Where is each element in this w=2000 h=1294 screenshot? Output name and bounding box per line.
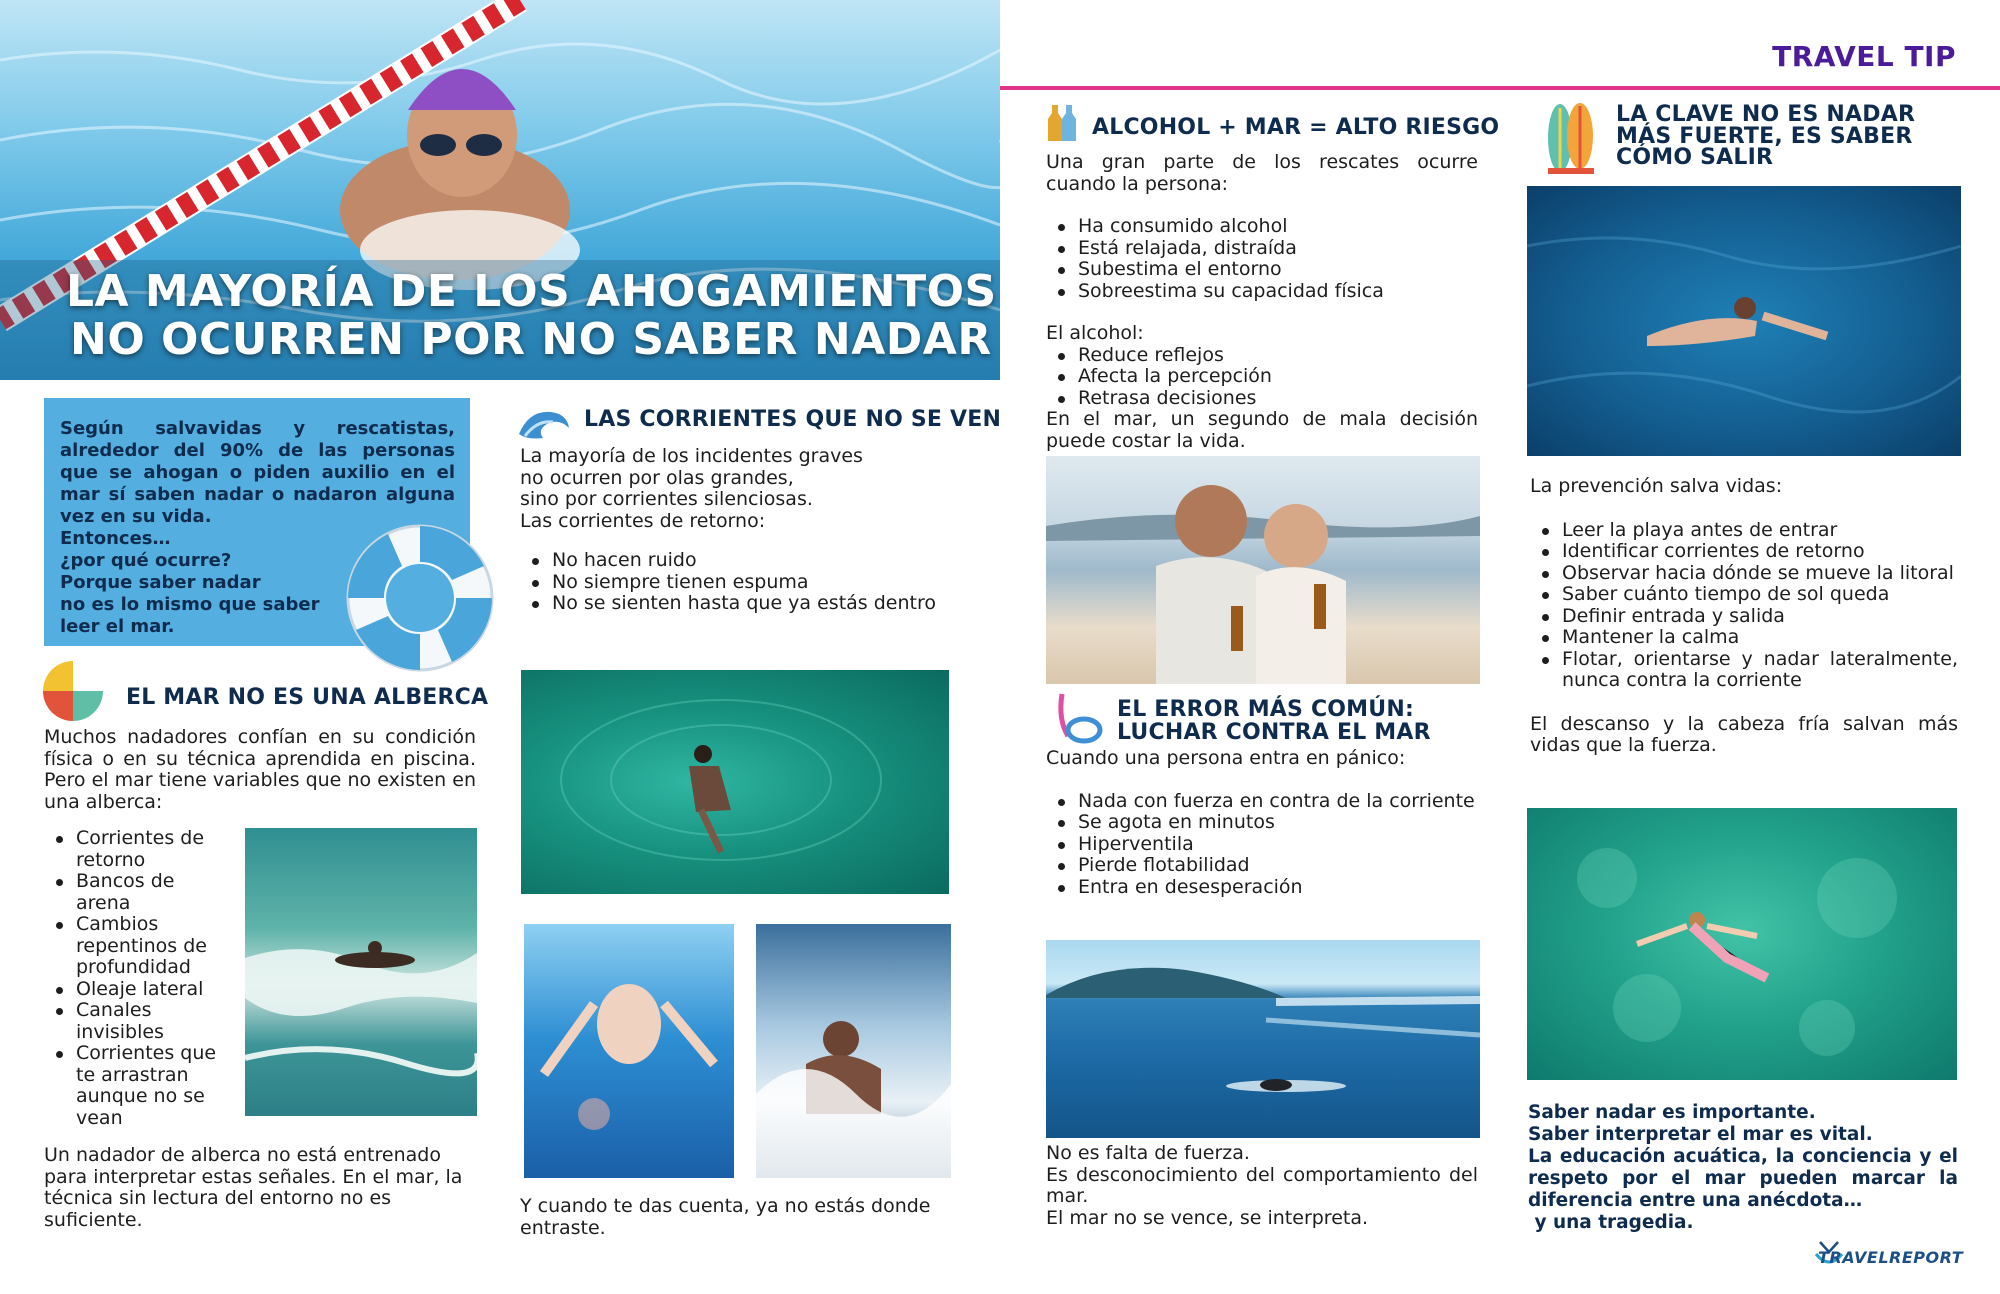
intro-line: Entonces… <box>60 528 171 549</box>
paragraph-line: La mayoría de los incidentes graves <box>520 445 863 467</box>
list-item: Corrientes que te arrastran aunque no se vean <box>44 1043 234 1129</box>
underwater-diver-photo <box>524 924 734 1178</box>
section-clave-title-line3: CÓMO SALIR <box>1616 145 1774 170</box>
conclusion-line: Saber interpretar el mar es vital. <box>1528 1124 1873 1145</box>
open-sea-swimmer-photo <box>1046 940 1480 1138</box>
list-item: Subestima el entorno <box>1046 259 1478 281</box>
logo-text: TRAVELREPORT <box>1818 1248 1964 1267</box>
list-item: Sobreestima su capacidad física <box>1046 281 1478 303</box>
wave-splash-photo <box>756 924 951 1178</box>
section-error-title-line1: EL ERROR MÁS COMÚN: <box>1117 697 1414 722</box>
surfboards-icon <box>1538 100 1604 176</box>
hero-title-line1: LA MAYORÍA DE LOS AHOGAMIENTOS <box>66 266 997 317</box>
travel-tip-label: TRAVEL TIP <box>1772 40 1956 73</box>
section-corrientes-closing: Y cuando te das cuenta, ya no estás donde entraste. <box>520 1195 931 1239</box>
hero-title-line2: NO OCURREN POR NO SABER NADAR <box>70 314 992 365</box>
hero-swimmer-photo <box>0 0 1000 380</box>
section-mar-title: EL MAR NO ES UNA ALBERCA <box>126 685 489 710</box>
list-item: Nada con fuerza en contra de la corriente <box>1046 791 1478 813</box>
intro-line: leer el mar. <box>60 616 175 637</box>
section-error-closing <box>1046 1143 1478 1229</box>
section-clave-intro: La prevención salva vidas: <box>1530 475 1783 497</box>
swimmer-green-water-photo <box>521 670 949 894</box>
wave-icon <box>515 402 573 442</box>
intro-line: Porque saber nadar <box>60 572 261 593</box>
paragraph-line: Las corrientes de retorno: <box>520 509 766 532</box>
list-item: No se sienten hasta que ya estás dentro <box>520 593 950 615</box>
section-error-paragraph: Cuando una persona entra en pánico: <box>1046 747 1406 769</box>
section-clave-bullets <box>1530 520 1958 692</box>
section-corrientes-paragraph <box>520 446 950 532</box>
list-item: Entra en desesperación <box>1046 877 1478 899</box>
list-item: No hacen ruido <box>520 550 950 572</box>
deep-blue-swimmer-photo <box>1527 186 1961 456</box>
closing-line: No es falta de fuerza. <box>1046 1142 1250 1164</box>
section-corrientes-bullets <box>520 550 950 615</box>
intro-line: no es lo mismo que saber <box>60 594 320 615</box>
turquoise-floating-photo <box>1527 808 1957 1080</box>
section-alcohol-closing: En el mar, un segundo de mala decisión puede costar la vida. <box>1046 408 1478 452</box>
travelreport-logo <box>1812 1248 1964 1268</box>
list-item: Mantener la calma <box>1530 627 1958 649</box>
lifebuoy-icon <box>340 518 500 678</box>
section-alcohol-bullets <box>1046 216 1478 302</box>
conclusion-line: y una tragedia. <box>1528 1212 1694 1233</box>
paragraph-line: no ocurren por olas grandes, <box>520 466 794 489</box>
section-error-title <box>1117 698 1431 744</box>
couple-beach-photo <box>1046 456 1480 684</box>
list-item: Se agota en minutos <box>1046 812 1478 834</box>
section-clave-closing: El descanso y la cabeza fría salvan más vidas que la fuerza. <box>1530 712 1958 756</box>
section-clave-title-line2: MÁS FUERTE, ES SABER <box>1616 123 1913 149</box>
header-divider <box>1000 86 2000 90</box>
list-item: Canales invisibles <box>44 1000 234 1043</box>
list-item: Oleaje lateral <box>44 979 234 1001</box>
section-alcohol-block <box>1046 152 1478 452</box>
list-item: Reduce reflejos <box>1046 345 1478 367</box>
list-item: Definir entrada y salida <box>1530 606 1958 628</box>
closing-line: El mar no se vence, se interpreta. <box>1046 1206 1369 1229</box>
section-corrientes-title: LAS CORRIENTES QUE NO SE VEN <box>584 407 1002 432</box>
list-item: Pierde flotabilidad <box>1046 855 1478 877</box>
list-item: Corrientes de retorno <box>44 828 234 871</box>
beach-ball-icon <box>40 658 106 724</box>
list-item: Leer la playa antes de entrar <box>1530 520 1958 542</box>
conclusion-line: La educación acuática, la conciencia y el respeto por el mar pueden marcar la diferencia entre una anécdota… <box>1528 1146 1958 1211</box>
list-item: Cambios repentinos de profundidad <box>44 914 234 979</box>
list-item: Retrasa decisiones <box>1046 388 1478 410</box>
list-item: Observar hacia dónde se mueve la litoral <box>1530 563 1958 585</box>
intro-line: ¿por qué ocurre? <box>60 550 232 571</box>
conclusion-block <box>1528 1102 1958 1234</box>
section-clave-title-line1: LA CLAVE NO ES NADAR <box>1616 102 1916 127</box>
beer-bottles-icon <box>1044 103 1082 143</box>
closing-line: Es desconocimiento del comportamiento del mar. <box>1046 1163 1478 1207</box>
section-alcohol-subhead: El alcohol: <box>1046 322 1144 344</box>
section-clave-block <box>1530 476 1958 757</box>
surfer-waves-photo <box>245 828 477 1116</box>
list-item: Está relajada, distraída <box>1046 238 1478 260</box>
snorkel-mask-icon <box>1054 690 1104 748</box>
list-item: Ha consumido alcohol <box>1046 216 1478 238</box>
list-item: Identificar corrientes de retorno <box>1530 541 1958 563</box>
list-item: Flotar, orientarse y nadar lateralmente, nunca contra la corriente <box>1530 649 1958 692</box>
section-mar-bullets <box>44 828 234 1129</box>
section-alcohol-title: ALCOHOL + MAR = ALTO RIESGO <box>1092 115 1500 140</box>
intro-paragraph: Según salvavidas y rescatistas, alrededor del 90% de las personas que se ahogan o piden auxilio en el mar sí saben nadar o nadaron alguna vez en su vida. <box>60 418 455 527</box>
section-error-title-line2: LUCHAR CONTRA EL MAR <box>1117 720 1431 745</box>
paragraph-line: sino por corrientes silenciosas. <box>520 488 813 510</box>
section-error-block <box>1046 748 1478 898</box>
section-error-bullets <box>1046 791 1478 899</box>
list-item: Bancos de arena <box>44 871 234 914</box>
list-item: Hiperventila <box>1046 834 1478 856</box>
section-clave-title <box>1616 104 1915 169</box>
conclusion-line: Saber nadar es importante. <box>1528 1102 1816 1123</box>
section-alcohol-bullets2 <box>1046 345 1478 410</box>
list-item: No siempre tienen espuma <box>520 572 950 594</box>
section-mar-paragraph: Muchos nadadores confían en su condición física o en su técnica aprendida en piscina. Pero el mar tiene variables que no existen en una alberca: <box>44 726 476 813</box>
section-alcohol-paragraph: Una gran parte de los rescates ocurre cuando la persona: <box>1046 151 1478 195</box>
section-mar-closing: Un nadador de alberca no está entrenado para interpretar estas señales. En el mar, la técnica sin lectura del entorno no es suficiente. <box>44 1144 463 1231</box>
list-item: Saber cuánto tiempo de sol queda <box>1530 584 1958 606</box>
list-item: Afecta la percepción <box>1046 366 1478 388</box>
